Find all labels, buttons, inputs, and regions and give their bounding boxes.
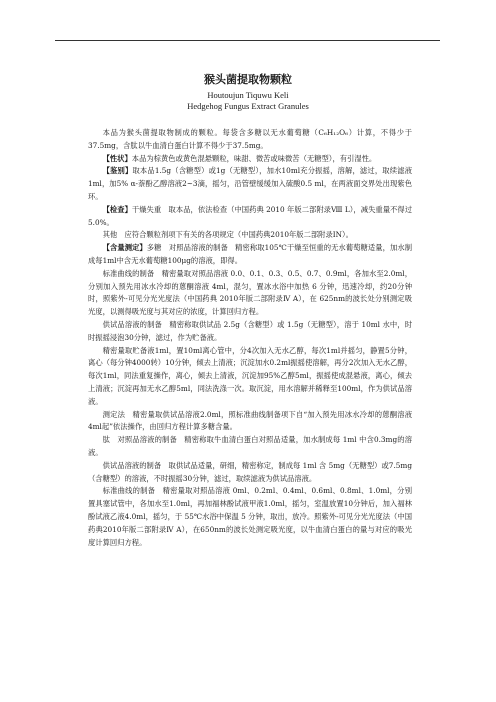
section-heading: 【含量测定】 xyxy=(102,243,147,253)
paragraph-assay xyxy=(88,242,412,268)
paragraph-other xyxy=(88,229,412,242)
paragraph-determination xyxy=(88,409,412,435)
title-english: Hedgehog Fungus Extract Granules xyxy=(187,101,309,111)
paragraph-text: 测定法 精密量取供试品溶液2.0ml，照标准曲线制备项下自“加入预先用冰水冷却的蒽酮溶液4ml起”依法操作，由回归方程计算多糖含量。 xyxy=(88,409,412,432)
paragraph-description xyxy=(88,153,412,166)
paragraph-identification xyxy=(88,165,412,203)
paragraph-examination xyxy=(88,204,412,230)
monograph-body xyxy=(88,127,412,549)
paragraph-peptide-reference xyxy=(88,434,412,460)
paragraph-intro xyxy=(88,127,412,153)
section-heading: 【鉴别】 xyxy=(102,166,133,176)
paragraph-text: 供试品溶液的制备 精密称取供试品 2.5g（含糖型）或 1.5g（无糖型），溶于 10ml 水中，时时振摇浸泡30分钟，滤过，作为贮备液。 xyxy=(88,319,412,342)
paragraph-text: 干燥失重 取本品，依法检查（中国药典 2010 年版二部附录Ⅷ L），减失重量不得过5.0%。 xyxy=(88,204,413,227)
title-chinese: 猴头菌提取物颗粒 xyxy=(204,73,292,86)
paragraph-text: 标准曲线的制备 精密量取对照品溶液 0.0、0.1、0.3、0.5、0.7、0.9ml，各加水至2.0ml，分别加入预先用冰水冷却的蒽酮溶液 4ml，混匀，置冰水浴中加热 6 分钟，迅速冷却，约20分钟时，照紫外-可见分光光度法（中国药典 2010年版二部附录Ⅳ A），在 625nm的波长处分别测定吸光度，以测得吸光度与其对应的浓度，计算回归方程。 xyxy=(88,268,412,317)
paragraph-standard-curve xyxy=(88,268,412,319)
paragraph-text: 取本品1.5g（含糖型）或1g（无糖型），加水10ml充分振摇，溶解，滤过，取续滤液1ml，加5% α-萘酚乙醇溶液2~3滴，摇匀，沿管壁缓缓加入硫酸0.5 ml，在两液面交界处出现紫色环。 xyxy=(88,166,412,201)
paragraph-text: 肽 对照品溶液的制备 精密称取牛血清白蛋白对照品适量，加水制成每 1ml 中含0.3mg的溶液。 xyxy=(88,435,412,457)
paragraph-text: 本品为猴头菌提取物制成的颗粒。每袋含多糖以无水葡萄糖（C₆H₁₂O₆）计算，不得少于37.5mg，含肽以牛血清白蛋白计算不得少于37.5mg。 xyxy=(88,128,412,150)
paragraph-stock-processing xyxy=(88,345,412,409)
paragraph-test-solution xyxy=(88,319,412,345)
paragraph-text: 多糖 对照品溶液的制备 精密称取105℃干燥至恒重的无水葡萄糖适量，加水制成每1ml中含无水葡萄糖100μg的溶液，即得。 xyxy=(88,243,413,265)
paragraph-text: 供试品溶液的制备 取供试品适量，研细，精密称定，制成每 1ml 含 5mg（无糖型）或7.5mg（含糖型）的溶液，不时振摇30分钟，滤过，取续滤液为供试品溶液。 xyxy=(88,460,412,483)
header-rule xyxy=(55,40,440,41)
paragraph-peptide-test-solution xyxy=(88,460,412,486)
section-heading: 【性状】 xyxy=(102,153,132,163)
section-heading: 【检查】 xyxy=(102,204,132,214)
paragraph-peptide-standard-curve xyxy=(88,485,412,549)
paragraph-text: 本品为棕黄色或黄色混悬颗粒，味甜、微苦或味微苦（无糖型），有引湿性。 xyxy=(131,153,377,163)
paragraph-text: 其他 应符合颗粒剂项下有关的各项规定（中国药典2010年版二部附录ⅠN）。 xyxy=(102,230,353,240)
paragraph-text: 标准曲线的制备 精密量取对照品溶液 0ml、0.2ml、0.4ml、0.6ml、0.8ml、1.0ml，分别置具塞试管中，各加水至1.0ml，再加福林酚试液甲液1.0ml，摇匀，室温放置10分钟后，加入福林酚试液乙液4.0ml，摇匀，于 55℃水浴中保温 5 分钟，取出，放冷。照紫外-可见分光光度法（中国药典2010年版二部附录Ⅳ A），在650nm的波长处测定吸光度，以牛血清白蛋白的量与对应的吸光度计算回归方程。 xyxy=(88,486,412,547)
title-pinyin: Houtoujun Tiquwu Keli xyxy=(207,90,289,100)
paragraph-text: 精密量取贮备液1ml，置10ml离心管中，分4次加入无水乙醇，每次1ml并摇匀，静置5分钟，离心（每分钟4000转）10分钟，倾去上清液；沉淀加水0.2ml振摇使溶解，再分2次加入无水乙醇，每次1ml，同法重复操作，离心，倾去上清液，沉淀加95%乙醇5ml，振摇使成混悬液，离心，倾去上清液；沉淀再加无水乙醇5ml，同法洗涤一次。取沉淀，用水溶解并稀释至100ml，作为供试品溶液。 xyxy=(88,345,412,406)
